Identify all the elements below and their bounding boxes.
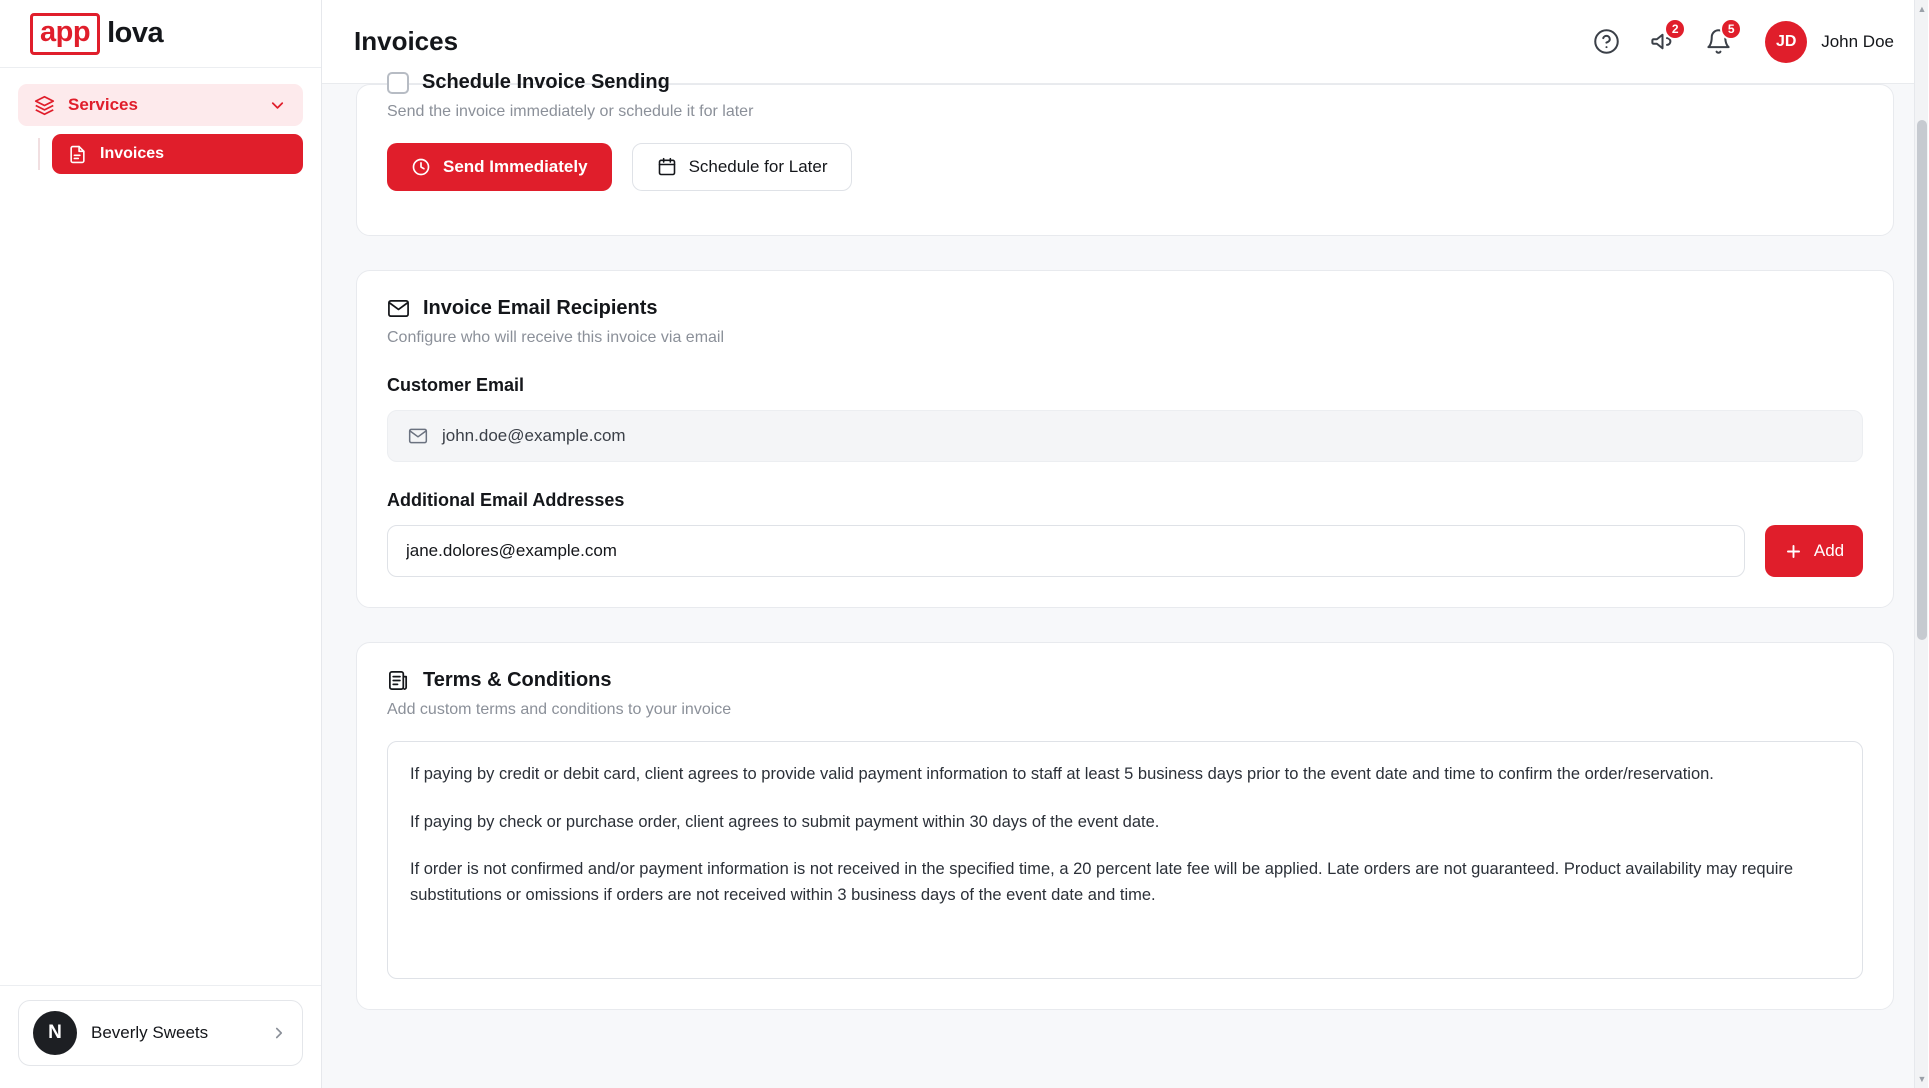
scroll-up-arrow[interactable]: ▲ [1917, 4, 1927, 14]
avatar: JD [1765, 21, 1807, 63]
schedule-for-later-label: Schedule for Later [688, 157, 828, 176]
schedule-card-title: Schedule Invoice Sending [422, 71, 670, 93]
terms-and-conditions-card [356, 642, 1894, 1010]
announcement-badge: 2 [1664, 18, 1686, 40]
logo-lova-text: lova [107, 17, 164, 49]
terms-card-subtitle: Add custom terms and conditions to your invoice [387, 701, 732, 718]
send-immediately-label: Send Immediately [443, 157, 588, 176]
scroll-icon [387, 669, 410, 692]
content-scroll-region[interactable] [322, 71, 1928, 1088]
terms-textarea[interactable] [387, 741, 1863, 979]
store-avatar: N [33, 1011, 77, 1055]
logo-app-text: app [30, 13, 100, 55]
plus-icon [1784, 542, 1803, 561]
vertical-scrollbar[interactable] [1914, 0, 1928, 1088]
clock-icon [411, 157, 431, 177]
sidebar-subnav [18, 134, 303, 174]
scroll-down-arrow[interactable]: ▼ [1917, 1074, 1927, 1084]
customer-email-text: john.doe@example.com [442, 426, 626, 445]
bell-icon[interactable] [1703, 21, 1735, 57]
scrollbar-thumb[interactable] [1917, 120, 1927, 640]
sidebar [0, 0, 322, 1088]
mail-icon [387, 297, 410, 320]
user-name: John Doe [1821, 31, 1894, 51]
chevron-down-icon [268, 96, 287, 115]
add-email-label: Add [1813, 541, 1845, 560]
sidebar-item-invoices[interactable] [52, 134, 303, 174]
sidebar-group-services[interactable] [18, 84, 303, 126]
calendar-icon [657, 157, 677, 177]
recipients-card-title: Invoice Email Recipients [423, 297, 658, 319]
topbar-actions [1591, 21, 1894, 63]
logo [30, 13, 163, 55]
additional-emails-row [387, 525, 1863, 577]
recipients-card-subtitle: Configure who will receive this invoice via email [387, 329, 725, 346]
schedule-invoice-checkbox[interactable] [387, 72, 409, 94]
layers-icon [34, 95, 55, 116]
terms-card-title: Terms & Conditions [423, 669, 612, 691]
user-menu[interactable] [1765, 21, 1894, 63]
schedule-card-subtitle: Send the invoice immediately or schedule it for later [387, 103, 754, 120]
store-name: Beverly Sweets [91, 1023, 209, 1042]
sidebar-item-label: Invoices [100, 145, 165, 162]
sidebar-footer [0, 985, 321, 1088]
recipients-card-header [387, 297, 1863, 320]
customer-email-label: Customer Email [387, 375, 525, 395]
terms-card-header [387, 669, 1863, 692]
mail-icon [408, 426, 428, 446]
schedule-card-buttons [387, 143, 1863, 191]
chevron-right-icon [270, 1024, 288, 1042]
megaphone-icon[interactable] [1647, 21, 1679, 57]
store-switcher[interactable] [18, 1000, 303, 1066]
schedule-for-later-button[interactable] [632, 143, 853, 191]
send-immediately-button[interactable] [387, 143, 612, 191]
schedule-invoice-card [356, 71, 1894, 236]
add-email-button[interactable] [1765, 525, 1863, 577]
customer-email-value [387, 410, 1863, 462]
main-area [322, 0, 1928, 1088]
page-title: Invoices [354, 26, 459, 56]
notification-badge: 5 [1720, 18, 1742, 40]
help-circle-icon[interactable] [1591, 27, 1621, 57]
terms-paragraph: If paying by check or purchase order, client agrees to submit payment within 30 days of the event date. [410, 812, 1160, 831]
sidebar-nav [0, 68, 321, 174]
additional-email-input[interactable] [387, 525, 1745, 577]
terms-paragraph: If paying by credit or debit card, client agrees to provide valid payment information to staff at least 5 business days prior to the event date and time to confirm the order/reservation. [410, 765, 1714, 783]
schedule-card-header [387, 71, 1863, 94]
brand-logo[interactable] [0, 0, 321, 68]
document-icon [68, 145, 87, 164]
additional-emails-label: Additional Email Addresses [387, 490, 625, 510]
sidebar-group-label: Services [68, 95, 138, 114]
invoice-email-recipients-card [356, 270, 1894, 608]
terms-paragraph: If order is not confirmed and/or payment information is not received in the specified time, a 20 percent late fee will be applied. Late orders are not guaranteed. Product availability may require substitutions or omissions if orders are not received within 3 business days of the event date and time. [410, 860, 1794, 904]
